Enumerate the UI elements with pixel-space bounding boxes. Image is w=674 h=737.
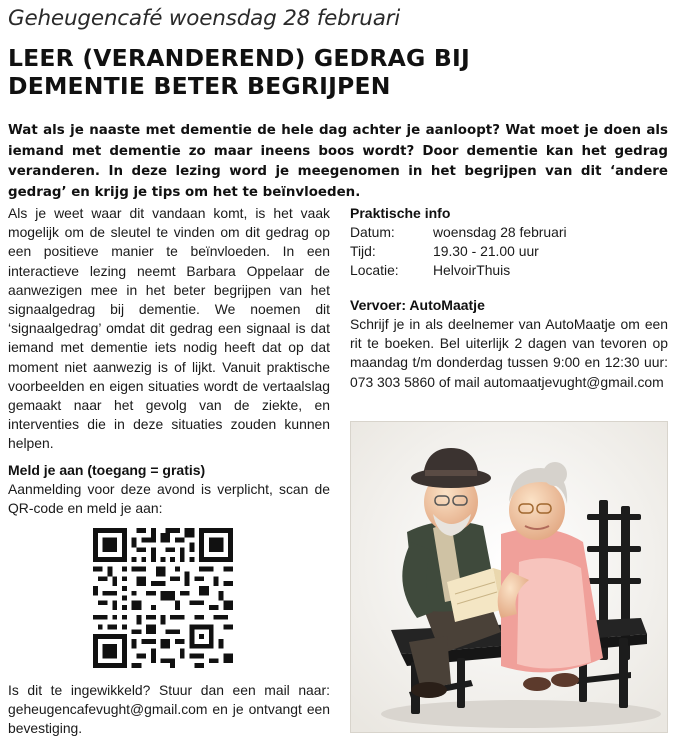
info-row-location bbox=[350, 261, 668, 280]
lead-paragraph: Wat als je naaste met dementie de hele dag achter je aanloopt? Wat moet je doen als iemand met dementie zo maar ineens boos wordt? Door dementie kan het gedrag veranderen. In deze lezing word je meegenomen in het begrijpen van dit ‘andere gedrag’ en krijg je tips om het te beïnvloeden. bbox=[8, 123, 668, 200]
info-value: 19.30 - 21.00 uur bbox=[433, 243, 539, 260]
body-paragraph: Als je weet waar dit vandaan komt, is het vaak mogelijk om de sleutel te vinden om dit gedrag op een positieve manier te beïnvloeden. In een interactieve lezing neemt Barbara Oppelaar de aanwezigen mee in het beter begrijpen van het signaalgedrag bij dementie. We noemen dit ‘signaalgedrag’ omdat dit gedrag een signaal is dat iemand met dementie iets nodig heeft dat op dat moment niet aanwezig is of lijkt. Vanuit praktische voorbeelden en eigen situaties wordt de vertaalslag gemaakt naar het gevolg van de ziekte, en interventies die in deze situaties zouden kunnen helpen. bbox=[8, 205, 330, 452]
headline-line-2: DEMENTIE BETER BEGRIJPEN bbox=[8, 72, 391, 100]
info-label: Tijd: bbox=[350, 243, 376, 260]
transport-text: Schrijf je in als deelnemer van AutoMaatje om een rit te boeken. Bel uiterlijk 2 dagen van tevoren op maandag t/m donderdag tussen 9:00 en 12:30 uur: 073 303 5860 of mail automaatjevught@gmail.com bbox=[350, 316, 668, 390]
elderly-couple-photo bbox=[350, 421, 668, 733]
signup-heading: Meld je aan (toegang = gratis) bbox=[8, 462, 206, 478]
transport-section bbox=[350, 296, 668, 392]
headline-line-1: LEER (VERANDEREND) GEDRAG BIJ bbox=[8, 44, 470, 72]
practical-info bbox=[350, 204, 668, 281]
couple-on-bench-illustration bbox=[351, 422, 668, 733]
info-label: Locatie: bbox=[350, 262, 399, 279]
footer-text: Is dit te ingewikkeld? Stuur dan een mail naar: geheugencafevught@gmail.com en je ontvangt een bevestiging. bbox=[8, 682, 330, 737]
info-label: Datum: bbox=[350, 224, 395, 240]
info-row-time bbox=[350, 242, 668, 261]
qr-code[interactable] bbox=[93, 528, 233, 668]
info-value: HelvoirThuis bbox=[433, 262, 511, 279]
practical-heading: Praktische info bbox=[350, 205, 451, 221]
signup-section bbox=[8, 461, 330, 518]
transport-heading: Vervoer: AutoMaatje bbox=[350, 297, 485, 313]
info-row-date bbox=[350, 223, 668, 242]
info-value: woensdag 28 februari bbox=[433, 224, 567, 240]
kicker-date: Geheugencafé woensdag 28 februari bbox=[8, 6, 401, 31]
practical-table bbox=[350, 223, 668, 281]
page-title bbox=[8, 44, 668, 100]
signup-text: Aanmelding voor deze avond is verplicht, scan de QR-code en meld je aan: bbox=[8, 481, 330, 517]
